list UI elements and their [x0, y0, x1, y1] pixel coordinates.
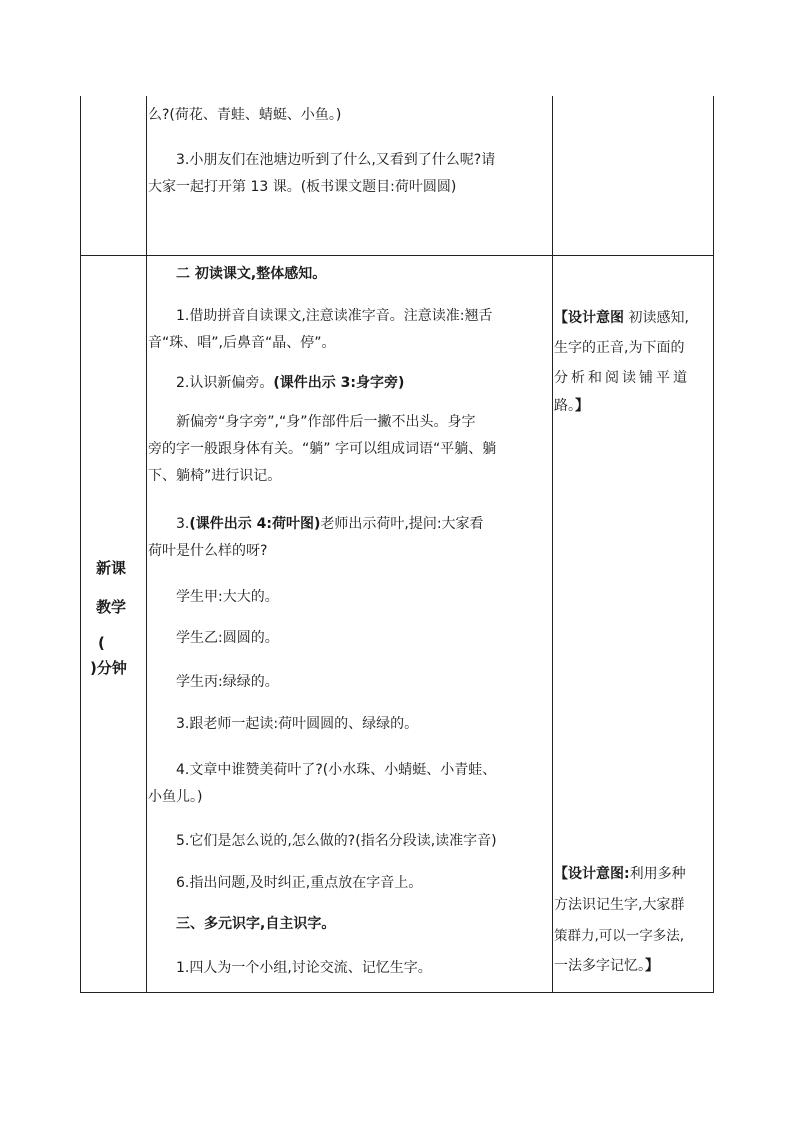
student-a-answer: 学生甲:大大的。: [176, 589, 279, 605]
row1-paragraph-3-line-1: 3.小朋友们在池塘边听到了什么,又看到了什么呢?请: [176, 152, 496, 168]
read-along-text: 3.跟老师一起读:荷叶圆圆的、绿绿的。: [176, 716, 419, 732]
paragraph-2-line-1: [176, 371, 404, 395]
table-border-right: [713, 96, 714, 993]
paragraph-6: 6.指出问题,及时纠正,重点放在字音上。: [176, 875, 423, 891]
row1-continued-text: 么?(荷花、青蛙、蜻蜓、小鱼。): [148, 107, 342, 123]
design-note-1-label: 【设计意图: [554, 310, 624, 326]
paragraph-3-line-2: 荷叶是什么样的呀?: [148, 543, 268, 559]
table-divider-1: [146, 96, 147, 993]
design-note-2-line-3: 策群力,可以一字多法,: [554, 928, 685, 944]
paragraph-3-line-1: [176, 512, 484, 536]
paragraph-2-prefix: 2.认识新偏旁。: [176, 375, 274, 391]
section-label-line-2: 教学: [96, 598, 127, 616]
paragraph-2b-line-1: 新偏旁“身字旁”,“身”作部件后一撇不出头。身字: [176, 414, 476, 430]
paragraph-1-line-2: 音“珠、唱”,后鼻音“晶、停”。: [148, 335, 336, 351]
row1-paragraph-3-line-2: 大家一起打开第 13 课。(板书课文题目:荷叶圆圆): [148, 179, 457, 195]
section-label-line-4: )分钟: [90, 659, 127, 677]
paragraph-4-line-1: 4.文章中谁赞美荷叶了?(小水珠、小蜻蜓、小青蛙、: [176, 762, 497, 778]
student-b-answer: 学生乙:圆圆的。: [176, 630, 279, 646]
section-label-line-1: 新课: [96, 559, 127, 577]
table-divider-2: [552, 96, 553, 993]
paragraph-5: 5.它们是怎么说的,怎么做的?(指名分段读,读准字音): [176, 833, 497, 849]
design-note-2-end-text: 一法多字记忆。: [554, 958, 645, 974]
design-note-2-line-2: 方法识记生字,大家群: [554, 897, 685, 913]
row-divider: [80, 255, 714, 256]
paragraph-2b-line-2: 旁的字一般跟身体有关。“躺” 字可以组成词语“平躺、躺: [148, 441, 497, 457]
heading-first-reading: 二 初读课文,整体感知。: [176, 266, 327, 282]
paragraph-2-courseware-note: (课件出示 3:身字旁): [273, 375, 405, 391]
table-border-bottom: [80, 992, 714, 993]
design-note-1-line-4: [554, 394, 589, 418]
design-note-1-line-3: 分析和阅读铺平道: [554, 370, 690, 386]
design-note-2-text: 利用多种: [629, 866, 686, 882]
design-note-1-end-bracket: 】: [575, 398, 589, 414]
group-activity-text: 1.四人为一个小组,讨论交流、记忆生字。: [176, 960, 432, 976]
design-note-2-line-4: [554, 954, 659, 978]
table-border-left: [80, 96, 81, 993]
design-note-2-end-bracket: 】: [645, 958, 659, 974]
paragraph-3-courseware-note: (课件出示 4:荷叶图): [189, 516, 321, 532]
design-note-1-line-2: 生字的正音,为下面的: [554, 340, 685, 356]
design-note-1-text: 初读感知,: [624, 310, 689, 326]
section-label-line-3: (: [98, 634, 105, 652]
heading-literacy: 三、多元识字,自主识字。: [176, 916, 336, 932]
design-note-2-line-1: [554, 862, 686, 886]
design-note-1-end-text: 路。: [554, 398, 575, 414]
student-c-answer: 学生丙:绿绿的。: [176, 674, 279, 690]
paragraph-3-prefix: 3.: [176, 516, 190, 532]
design-note-2-label: 【设计意图:: [554, 866, 630, 882]
paragraph-1-line-1: 1.借助拼音自读课文,注意读准字音。注意读准:翘舌: [176, 308, 493, 324]
paragraph-2b-line-3: 下、躺椅”进行识记。: [148, 468, 282, 484]
paragraph-4-line-2: 小鱼儿。): [148, 789, 203, 805]
design-note-1-line-1: [554, 306, 689, 330]
paragraph-3-rest: 老师出示荷叶,提问:大家看: [320, 516, 484, 532]
